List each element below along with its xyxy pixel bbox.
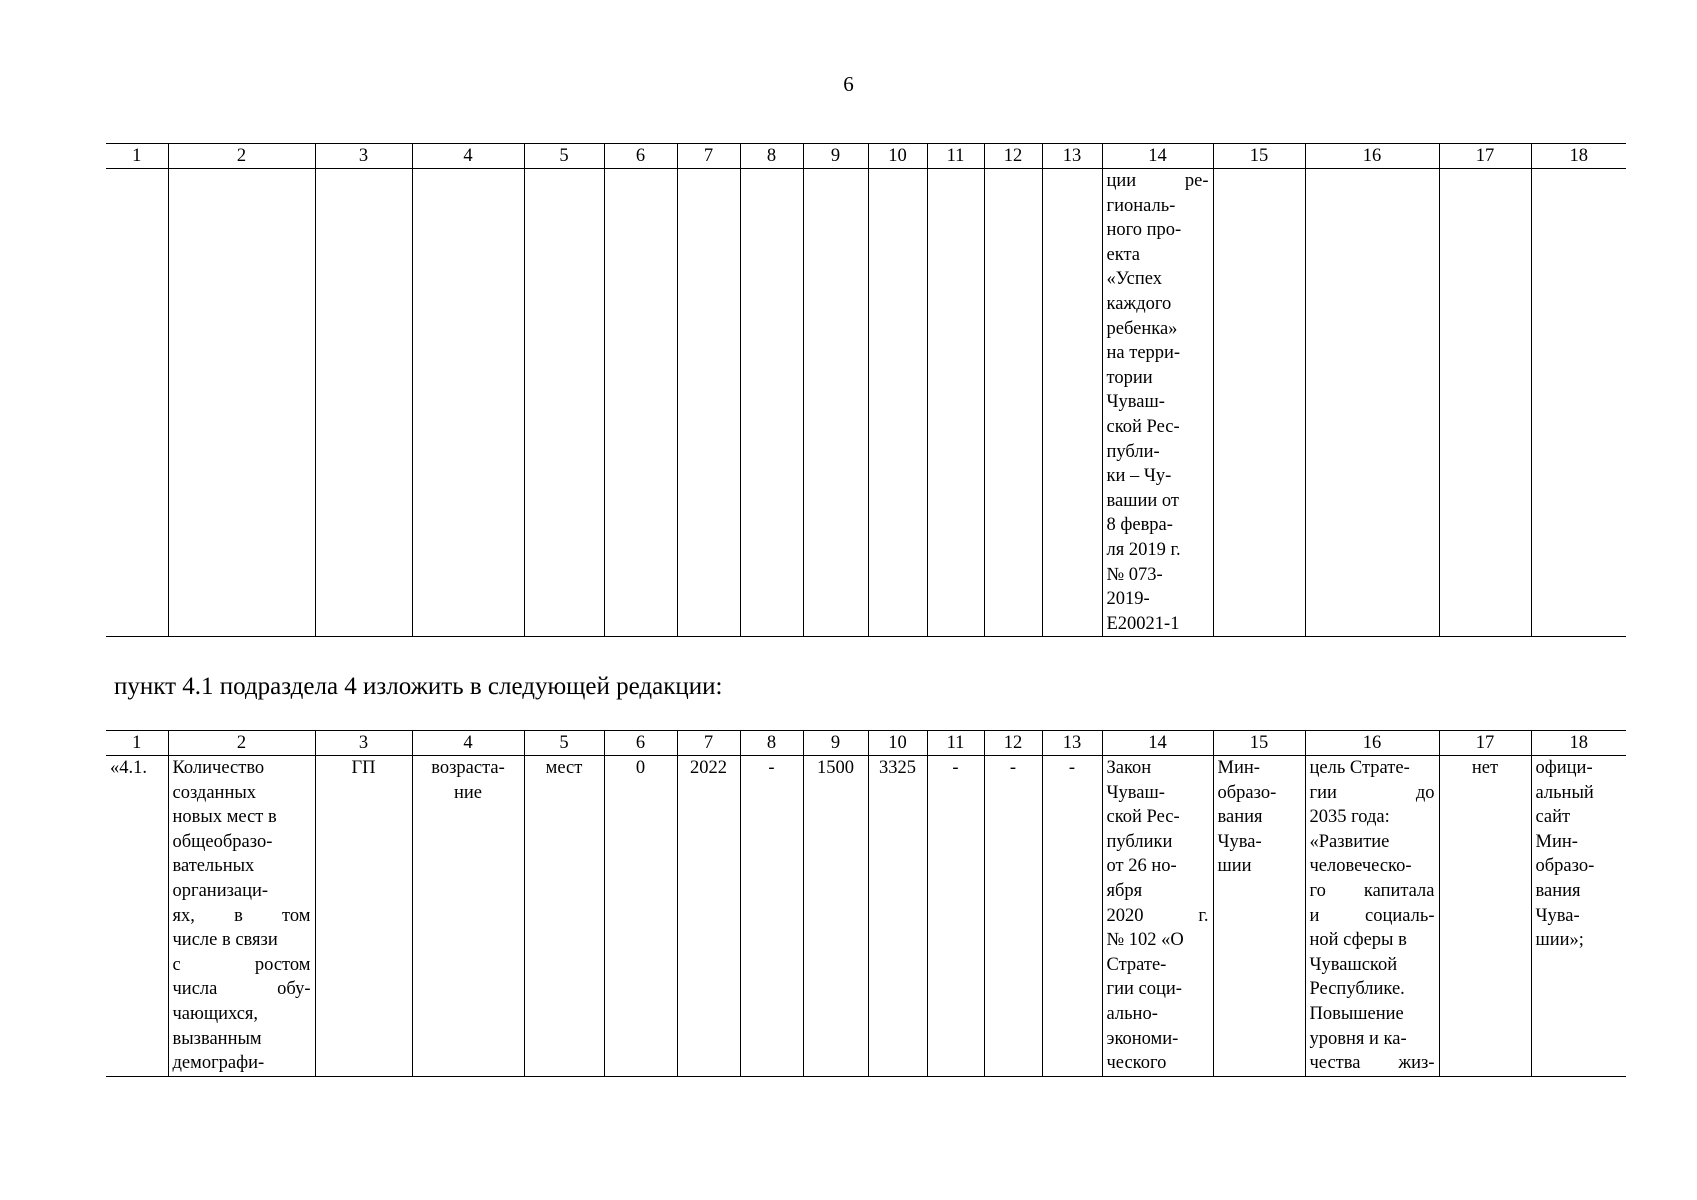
text-line: Чуваш- (1106, 782, 1165, 803)
column-number: 15 (1213, 144, 1305, 169)
amendment-instruction: пункт 4.1 подраздела 4 изложить в следующей редакции: (114, 673, 723, 700)
text-line: № 073- (1106, 564, 1163, 585)
base-year: 2022 (690, 758, 727, 778)
column-number-row (106, 731, 1626, 756)
text-line: ческого (1106, 1053, 1167, 1074)
value-cell (803, 756, 868, 1077)
text-line: числе в связи (172, 930, 278, 951)
text-line: вательных (172, 856, 255, 877)
value-cell (1042, 756, 1102, 1077)
column-number: 18 (1531, 144, 1626, 169)
text-line: с ростом (172, 954, 311, 975)
table-cell (1213, 169, 1305, 637)
table-row (106, 756, 1626, 1077)
value: - (1068, 758, 1076, 778)
text-line: публи- (1106, 441, 1160, 462)
column-number: 12 (984, 731, 1042, 756)
text-line: каждого (1106, 293, 1172, 314)
text-line: вызванным (172, 1028, 262, 1049)
column-number: 6 (604, 731, 677, 756)
column-number: 2 (168, 731, 315, 756)
text-line: и социаль- (1309, 905, 1435, 926)
text-line: ного про- (1106, 220, 1182, 241)
unit-cell (524, 756, 604, 1077)
column-number: 17 (1439, 731, 1531, 756)
text-line: 2019- (1106, 589, 1150, 610)
text-line: публики (1106, 831, 1173, 852)
text-line: шии»; (1535, 930, 1584, 951)
column-number: 16 (1305, 731, 1439, 756)
text-line: возраста- (431, 758, 505, 778)
item-number: «4.1. (110, 758, 147, 778)
text-line: Мин- (1217, 758, 1260, 778)
column-number: 3 (315, 144, 412, 169)
text-line: общеобразо- (172, 831, 273, 852)
table-cell (677, 169, 740, 637)
indicator-table-continued (106, 143, 1626, 637)
text-line: Чувашской (1309, 954, 1398, 975)
table-cell (984, 169, 1042, 637)
value-cell (984, 756, 1042, 1077)
table-cell (868, 169, 927, 637)
text-line: вания (1217, 807, 1263, 828)
table-cell (315, 169, 412, 637)
text-line: ребенка» (1106, 318, 1178, 339)
source-cell (1531, 756, 1626, 1077)
value: 3325 (879, 758, 916, 778)
table-cell (412, 169, 524, 637)
text-line: офици- (1535, 758, 1593, 778)
text-line: тории (1106, 367, 1153, 388)
value-cell (740, 756, 803, 1077)
text-line: демографи- (172, 1053, 265, 1074)
table-cell (740, 169, 803, 637)
base-value: 0 (635, 758, 646, 778)
table-cell (1439, 169, 1531, 637)
text-line: Страте- (1106, 954, 1167, 975)
table-cell (168, 169, 315, 637)
text-line: образо- (1217, 782, 1277, 803)
value-cell (868, 756, 927, 1077)
table-cell (927, 169, 984, 637)
text-line: гии до (1309, 782, 1435, 803)
value: 1500 (817, 758, 854, 778)
text-line: альный (1535, 782, 1594, 803)
column-number: 4 (412, 144, 524, 169)
column-number: 11 (927, 144, 984, 169)
text-line: 2035 года: (1309, 807, 1390, 828)
flag-value: нет (1471, 758, 1499, 778)
text-line: «Развитие (1309, 831, 1390, 852)
column-number: 16 (1305, 144, 1439, 169)
column-number: 10 (868, 731, 927, 756)
column-number: 10 (868, 144, 927, 169)
value: - (768, 758, 775, 778)
text-line: вания (1535, 880, 1581, 901)
text-line: Чува- (1217, 831, 1262, 852)
text-line: ние (453, 782, 482, 803)
column-number: 1 (106, 144, 168, 169)
text-line: человеческо- (1309, 856, 1412, 877)
text-line: ября (1106, 880, 1143, 901)
base-year-cell (677, 756, 740, 1077)
column-number: 14 (1102, 731, 1213, 756)
table-cell (1042, 169, 1102, 637)
text-line: ях, в том (172, 905, 311, 926)
page-number: 6 (843, 72, 854, 96)
text-line: ной сферы в (1309, 930, 1407, 951)
text-line: от 26 но- (1106, 856, 1177, 877)
text-line: ально- (1106, 1003, 1158, 1024)
table-cell (1305, 169, 1439, 637)
column-number: 3 (315, 731, 412, 756)
text-line: ля 2019 г. (1106, 539, 1181, 560)
text-line: 8 февра- (1106, 515, 1173, 536)
column-number: 8 (740, 731, 803, 756)
column-number: 9 (803, 144, 868, 169)
flag-cell (1439, 756, 1531, 1077)
responsible-body-cell (1213, 756, 1305, 1077)
column-number: 18 (1531, 731, 1626, 756)
text-line: сайт (1535, 807, 1571, 828)
text-line: вашии от (1106, 490, 1179, 511)
column-number: 8 (740, 144, 803, 169)
indicator-type: ГП (351, 758, 376, 778)
column-number: 11 (927, 731, 984, 756)
column-number: 5 (524, 144, 604, 169)
text-line: экономи- (1106, 1028, 1179, 1049)
text-line: уровня и ка- (1309, 1028, 1407, 1049)
column-number: 15 (1213, 731, 1305, 756)
column-number: 1 (106, 731, 168, 756)
trend-cell (412, 756, 524, 1077)
text-line: Е20021-1 (1106, 613, 1180, 634)
text-line: № 102 «О (1106, 930, 1184, 951)
text-line: Чува- (1535, 905, 1580, 926)
text-line: Повышение (1309, 1003, 1404, 1024)
text-line: гиональ- (1106, 195, 1176, 216)
base-value-cell (604, 756, 677, 1077)
text-line: гии соци- (1106, 979, 1182, 1000)
column-number: 9 (803, 731, 868, 756)
text-line: ки – Чу- (1106, 466, 1172, 487)
text-line: чества жиз- (1309, 1053, 1435, 1074)
column-number: 7 (677, 731, 740, 756)
text-line: организаци- (172, 880, 269, 901)
text-line: ции ре- (1106, 171, 1209, 191)
table-cell (524, 169, 604, 637)
value-cell (927, 756, 984, 1077)
column-number: 17 (1439, 144, 1531, 169)
item-number-cell (106, 756, 168, 1077)
column-number: 7 (677, 144, 740, 169)
text-line: 2020 г. (1106, 905, 1209, 926)
table-cell (106, 169, 168, 637)
column-number: 4 (412, 731, 524, 756)
column-number: 12 (984, 144, 1042, 169)
legal-basis-cell (1102, 169, 1213, 637)
text-line: чающихся, (172, 1003, 259, 1024)
legal-basis-cell (1102, 756, 1213, 1077)
text-line: ской Рес- (1106, 807, 1180, 828)
column-number-row (106, 144, 1626, 169)
text-line: созданных (172, 782, 257, 803)
text-line: на терри- (1106, 343, 1181, 364)
column-number: 14 (1102, 144, 1213, 169)
indicator-type-cell (315, 756, 412, 1077)
column-number: 13 (1042, 144, 1102, 169)
text-line: образо- (1535, 856, 1595, 877)
table-cell (803, 169, 868, 637)
value: - (952, 758, 959, 778)
column-number: 2 (168, 144, 315, 169)
text-line: екта (1106, 244, 1140, 265)
value: - (1009, 758, 1017, 778)
text-line: «Успех (1106, 269, 1162, 290)
text-line: шии (1217, 856, 1252, 877)
indicator-table-new (106, 730, 1626, 1077)
text-line: новых мест в (172, 807, 277, 828)
column-number: 5 (524, 731, 604, 756)
text-line: Количество (172, 758, 265, 778)
text-line: ской Рес- (1106, 416, 1180, 437)
text-line: числа обу- (172, 979, 311, 1000)
table-row (106, 169, 1626, 637)
column-number: 6 (604, 144, 677, 169)
table-cell (1531, 169, 1626, 637)
text-line: Чуваш- (1106, 392, 1165, 413)
strategy-link-cell (1305, 756, 1439, 1077)
text-line: Закон (1106, 758, 1152, 778)
text-line: цель Страте- (1309, 758, 1410, 778)
text-line: Мин- (1535, 831, 1578, 852)
column-number: 13 (1042, 731, 1102, 756)
table-cell (604, 169, 677, 637)
text-line: Республике. (1309, 979, 1405, 1000)
text-line: го капитала (1309, 880, 1435, 901)
indicator-name-cell (168, 756, 315, 1077)
unit: мест (545, 758, 583, 778)
